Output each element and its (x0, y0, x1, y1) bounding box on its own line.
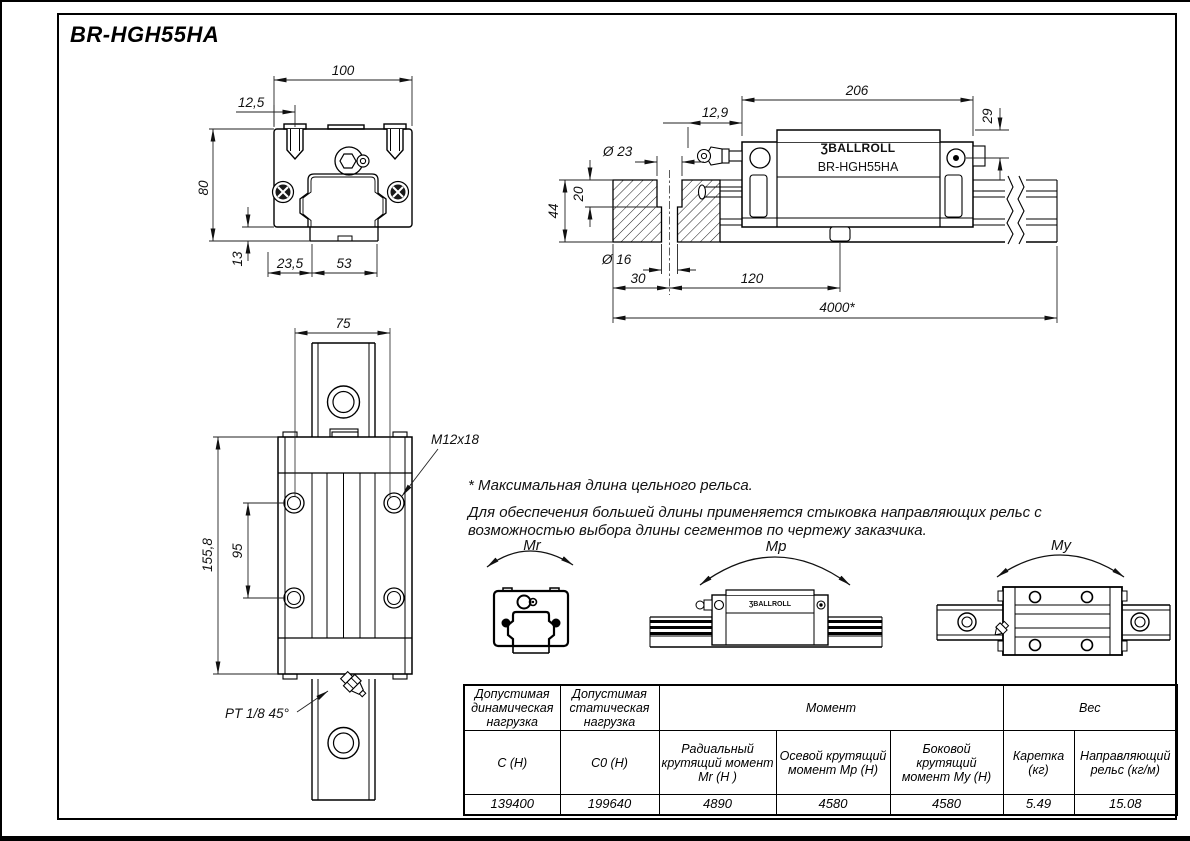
dim-side-rail-height: 44 (546, 203, 561, 219)
value-c0: 199640 (560, 795, 659, 815)
moment-mp-logo: ƷBALLROLL (749, 601, 791, 608)
subheader-carriage: Каретка (кг) (1003, 731, 1074, 795)
dim-front-width: 100 (331, 63, 355, 78)
moment-mr-label: Mr (523, 537, 541, 554)
window-edge-left (0, 0, 2, 841)
dim-front-base: 13 (230, 251, 245, 267)
dim-side-counterbore-depth: 20 (571, 186, 586, 202)
moment-my-block (998, 587, 1127, 655)
spec-table (463, 684, 1178, 816)
moment-mr-diagram (475, 535, 585, 660)
note-joining: Для обеспечения большей длины применяется стыковка направляющих рельс с возможностью выбора длины сегментов по чертежу заказчика. (468, 504, 1042, 539)
value-c: 139400 (464, 795, 560, 815)
moment-my-arrow (997, 555, 1124, 577)
value-carriage: 5.49 (1003, 795, 1074, 815)
subheader-c: C (Н) (464, 731, 560, 795)
moment-mp-diagram (645, 535, 890, 660)
dim-side-nipple: 12,9 (701, 105, 729, 120)
top-view (195, 312, 495, 817)
dim-side-max-length: 4000* (819, 300, 855, 315)
dim-top-rail-width: 75 (335, 316, 351, 331)
dim-side-hole: Ø 16 (602, 252, 632, 267)
front-grease-nipple (335, 147, 369, 175)
header-static-load: Допустимая статическая нагрузка (560, 685, 659, 731)
subheader-mp: Осевой крутящий момент Mp (Н) (776, 731, 890, 795)
header-moment: Момент (659, 685, 1003, 731)
dim-side-length: 206 (845, 83, 869, 98)
table-values-row (464, 795, 1177, 815)
moment-mp-label: Mp (765, 538, 787, 555)
side-grease-nipple (698, 147, 743, 165)
moment-my-diagram (925, 535, 1180, 665)
header-weight: Вес (1003, 685, 1177, 731)
table-group-header-row (464, 685, 1177, 731)
front-view-block (274, 124, 412, 227)
dim-side-pitch: 120 (740, 271, 764, 286)
subheader-rail: Направляющий рельс (кг/м) (1074, 731, 1177, 795)
grease-port-callout: PT 1/8 45° (225, 706, 289, 721)
table-sub-header-row (464, 731, 1177, 795)
moment-mp-block (696, 590, 828, 645)
moment-mr-block (494, 588, 568, 653)
dim-side-edge: 30 (630, 271, 646, 286)
dim-top-hole-spacing: 95 (230, 543, 245, 559)
value-mr: 4890 (659, 795, 776, 815)
moment-mp-arrow (700, 557, 850, 585)
value-my: 4580 (890, 795, 1003, 815)
notes-block (468, 477, 1132, 540)
value-rail: 15.08 (1074, 795, 1177, 815)
thread-callout: M12x18 (431, 432, 480, 447)
subheader-my: Боковой крутящий момент My (Н) (890, 731, 1003, 795)
subheader-mr: Радиальный крутящий момент Mr (Н ) (659, 731, 776, 795)
note-max-length: * Максимальная длина цельного рельса. (468, 477, 753, 494)
value-mp: 4580 (776, 795, 890, 815)
front-rail-profile (300, 174, 386, 241)
rail-break-symbol (1005, 175, 1026, 247)
page-title: BR-HGH55HA (70, 22, 220, 47)
dim-front-bottom-left: 23,5 (276, 256, 304, 271)
dim-front-bottom-right: 53 (336, 256, 352, 271)
header-dynamic-load: Допустимая динамическая нагрузка (464, 685, 560, 731)
window-edge-bottom (0, 836, 1190, 841)
dim-top-block-length: 155,8 (200, 538, 215, 572)
dim-side-cap-height: 29 (980, 108, 995, 124)
dim-side-counterbore: Ø 23 (603, 144, 633, 159)
front-side-screws (273, 182, 409, 203)
moment-my-label: My (1051, 537, 1071, 554)
carriage-top-view (278, 432, 412, 679)
dim-front-height: 80 (196, 180, 211, 196)
side-view (545, 80, 1090, 335)
window-edge-top (0, 0, 1190, 2)
subheader-c0: C0 (Н) (560, 731, 659, 795)
brand-model: BR-HGH55HA (817, 160, 899, 174)
front-view (180, 60, 480, 305)
brand-logo: ƷBALLROLL (820, 141, 896, 155)
dim-front-offset: 12,5 (238, 95, 265, 110)
